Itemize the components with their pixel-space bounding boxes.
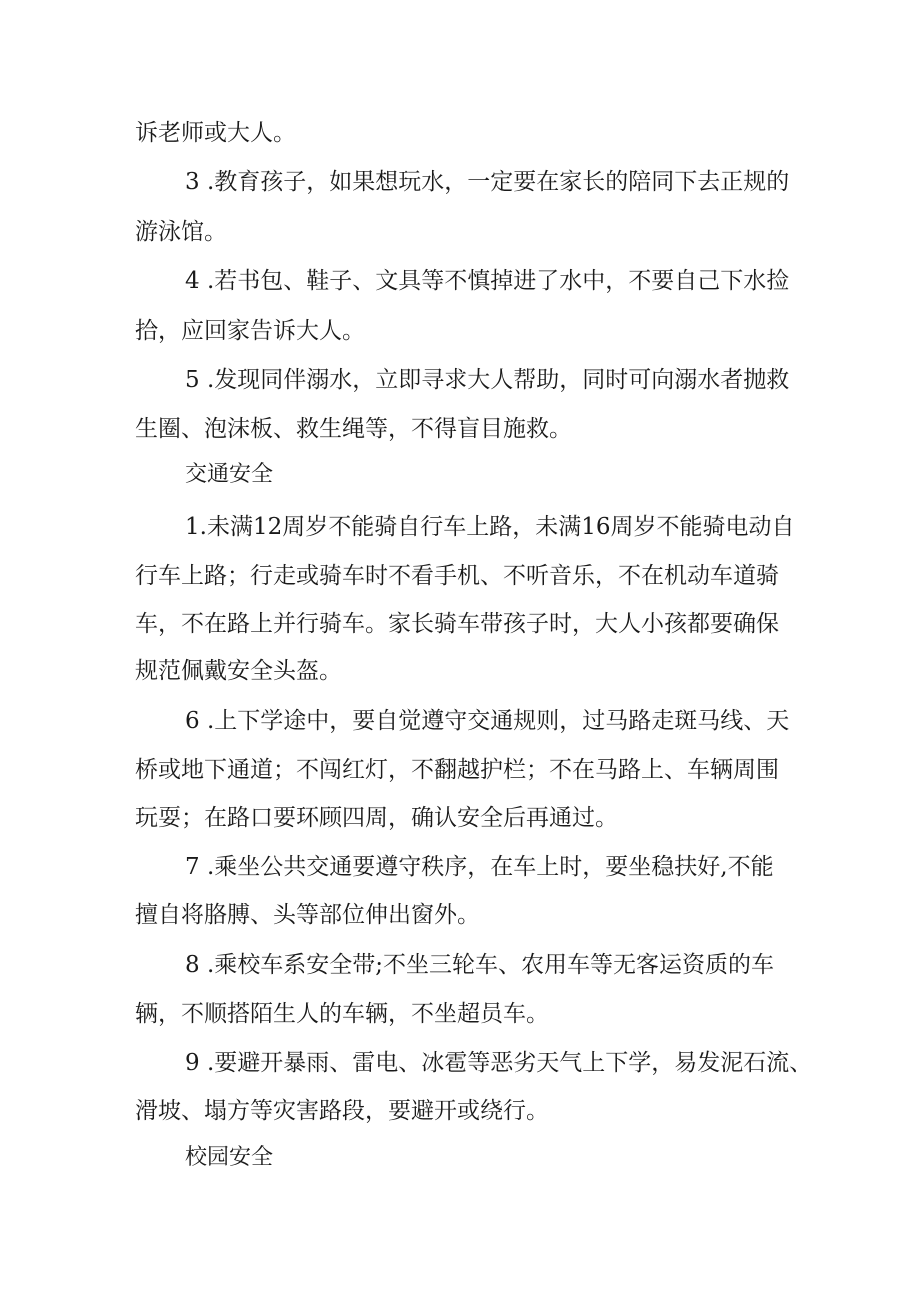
list-item-5-line-1: 5 .发现同伴溺水，立即寻求大人帮助，同时可向溺水者抛救 — [185, 367, 790, 393]
list-item-3-line-1: 3 .教育孩子，如果想玩水，一定要在家长的陪同下去正规的 — [185, 169, 790, 195]
list-item-9-line-1: 9 .要避开暴雨、雷电、冰雹等恶劣天气上下学，易发泥石流、 — [185, 1050, 813, 1076]
list-item-1-line-1: 1.未满12周岁不能骑自行车上路，未满16周岁不能骑电动自 — [185, 514, 795, 540]
list-item-8-line-2: 辆，不顺搭陌生人的车辆，不坐超员车。 — [135, 1001, 549, 1027]
list-item-1-line-3: 车，不在路上并行骑车。家长骑车带孩子时，大人小孩都要确保 — [135, 611, 779, 637]
list-item-7-line-2: 擅自将胳膊、头等部位伸出窗外。 — [135, 902, 480, 928]
list-item-1-line-2: 行车上路；行走或骑车时不看手机、不听音乐，不在机动车道骑 — [135, 563, 779, 589]
list-item-3-line-2: 游泳馆。 — [135, 219, 227, 245]
text-line: 诉老师或大人。 — [135, 120, 296, 146]
list-item-4-line-2: 拾，应回家告诉大人。 — [135, 318, 365, 344]
list-item-7-line-1: 7 .乘坐公共交通要遵守秩序，在车上时，要坐稳扶好,不能 — [185, 854, 774, 880]
list-item-8-line-1: 8 .乘校车系安全带;不坐三轮车、农用车等无客运资质的车 — [185, 952, 775, 978]
list-item-1-line-4: 规范佩戴安全头盔。 — [135, 658, 342, 684]
list-item-5-line-2: 生圈、泡沫板、救生绳等，不得盲目施救。 — [135, 416, 572, 442]
list-item-4-line-1: 4 .若书包、鞋子、文具等不慎掉进了水中，不要自己下水捡 — [185, 268, 790, 294]
list-item-6-line-3: 玩耍；在路口要环顾四周，确认安全后再通过。 — [135, 805, 618, 831]
list-item-6-line-1: 6 .上下学途中，要自觉遵守交通规则，过马路走斑马线、天 — [185, 708, 790, 734]
list-item-9-line-2: 滑坡、塌方等灾害路段，要避开或绕行。 — [135, 1098, 549, 1124]
section-heading-campus-safety: 校园安全 — [185, 1145, 274, 1170]
section-heading-traffic-safety: 交通安全 — [185, 462, 274, 487]
list-item-6-line-2: 桥或地下通道；不闯红灯，不翻越护栏；不在马路上、车辆周围 — [135, 757, 779, 783]
